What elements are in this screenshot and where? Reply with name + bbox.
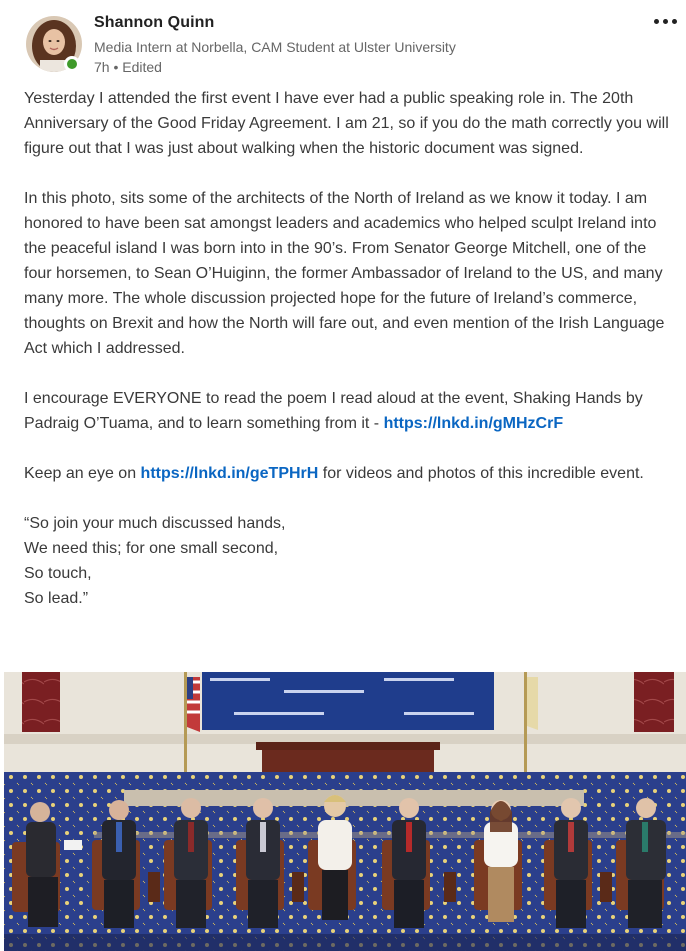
author-headline: Media Intern at Norbella, CAM Student at Ulster University [94, 39, 456, 55]
paragraph-4-before: Keep an eye on [24, 465, 141, 482]
poem-link[interactable]: https://lnkd.in/gMHzCrF [383, 415, 564, 432]
edited-label: Edited [122, 59, 162, 75]
poem-quote: “So join your much discussed hands, We need this; for one small second, So touch, So lead.” [24, 515, 286, 607]
avatar[interactable] [26, 16, 82, 72]
online-status-icon [64, 56, 80, 72]
meta-separator: • [113, 59, 119, 75]
post-meta [94, 59, 162, 75]
post-paragraph-3 [24, 386, 674, 436]
videos-link[interactable]: https://lnkd.in/geTPHrH [140, 465, 319, 482]
post-paragraph-4 [24, 461, 674, 486]
post-paragraph-1: Yesterday I attended the first event I have ever had a public speaking role in. The 20th Anniversary of the Good Friday Agreement. I am 21, so if you do the math correctly you will figure out that I was just about walking when the historic document was signed. [24, 90, 669, 157]
post-time: 7h [94, 59, 110, 75]
post-body [24, 86, 674, 636]
post-header [26, 14, 666, 76]
paragraph-4-after: for videos and photos of this incredible event. [318, 465, 644, 482]
author-name[interactable]: Shannon Quinn [94, 14, 215, 31]
post-photo[interactable] [4, 672, 686, 951]
post-paragraph-2: In this photo, sits some of the architects of the North of Ireland as we know it today. I am honored to have been sat amongst leaders and academics who helped sculpt Ireland into the peaceful island I was born into in the 90’s. From Senator George Mitchell, one of the four horsemen, to Sean O’Huiginn, the former Ambassador of Ireland to the US, and many many more. The whole discussion projected hope for the future of Ireland’s commerce, thoughts on Brexit and how the North will fare out, and even mention of the Irish Language Act which I addressed. [24, 190, 665, 357]
more-options-icon[interactable] [650, 14, 680, 28]
paragraph-3-text: I encourage EVERYONE to read the poem I read aloud at the event, Shaking Hands by Padraig O’Tuama, and to learn something from it - [24, 390, 643, 432]
